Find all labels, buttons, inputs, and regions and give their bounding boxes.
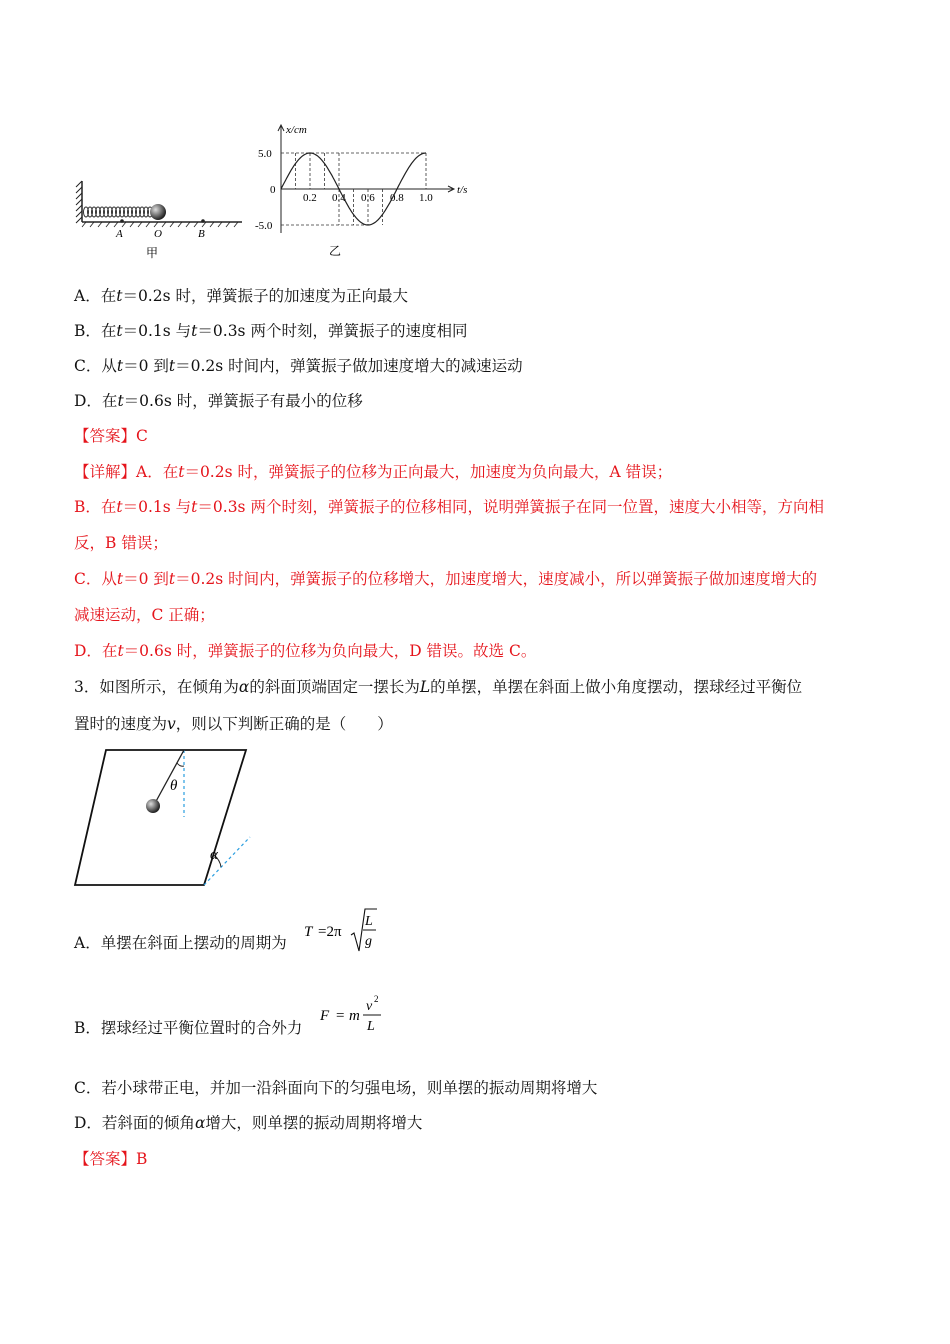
q3-stem-line-2 [74,714,393,734]
spring-oscillator-figure [70,175,250,265]
y-tick-label: -5.0 [255,220,273,232]
option-text: A．在 [74,287,117,305]
spring-coil [84,207,153,217]
var-t: t [191,498,198,516]
label-b: B [198,228,205,240]
formula-v: v [366,999,373,1014]
option-text: ＝0.6s 时，弹簧振子有最小的位移 [123,392,363,410]
pendulum-string [154,750,184,805]
var-v: v [167,715,176,733]
formula-equals-2pi: =2π [318,924,342,940]
q3-option-c: C．若小球带正电，并加一沿斜面向下的匀强电场，则单摆的振动周期将增大 [74,1079,598,1097]
option-text: ＝0.2s 时，弹簧振子的加速度为正向最大 [122,287,408,305]
detail-text: ＝0.2s 时，弹簧振子的位移为正向最大，加速度为负向最大，A 错误； [184,463,673,481]
incline-pendulum-figure [70,745,260,890]
pendulum-ball [146,799,160,813]
option-text: ＝0.3s 两个时刻，弹簧振子的速度相同 [197,322,468,340]
formula-m: m [349,1008,360,1024]
formula-t: T [304,924,313,940]
x-axis-label: t/s [457,184,468,196]
detail-text: 【详解】A．在 [74,463,179,481]
var-t: t [168,357,176,375]
option-text: ＝0.2s 时间内，弹簧振子做加速度增大的减速运动 [175,357,523,375]
alpha-label: α [210,847,218,863]
q2-detail-line-6 [74,641,536,661]
var-alpha: α [194,1114,206,1132]
q3-answer: 【答案】B [74,1150,148,1168]
option-text: D．若斜面的倾角 [74,1114,195,1132]
q2-detail-line-2 [74,497,824,517]
stem-text: 的单摆，单摆在斜面上做小角度摆动，摆球经过平衡位 [430,678,803,696]
q2-answer: 【答案】C [74,427,148,445]
var-t: t [116,357,124,375]
q2-option-a [74,286,408,306]
var-t: t [116,570,124,588]
q2-option-c [74,356,523,376]
option-text: 增大，则单摆的振动周期将增大 [205,1114,423,1132]
stem-text: 3．如图所示，在倾角为 [74,678,239,696]
var-t: t [117,392,124,410]
option-text: ＝0 到 [123,357,169,375]
q2-option-b [74,321,467,341]
stem-text: ，则以下判断正确的是（ ） [175,715,393,733]
var-t: t [116,322,123,340]
var-t: t [178,463,185,481]
option-text: ＝0.1s 与 [122,322,192,340]
var-t: t [168,570,176,588]
formula-force [317,990,387,1038]
q2-option-d [74,391,363,411]
point-b-marker [201,219,205,223]
detail-text: ＝0.3s 两个时刻，弹簧振子的位移相同，说明弹簧振子在同一位置，速度大小相等，方向相 [197,498,824,516]
formula-square: 2 [374,994,379,1004]
oscillator-ball [150,204,166,220]
graph-axes [278,125,454,233]
y-tick-label: 0 [270,184,276,196]
x-tick-label: 0.6 [361,192,375,204]
detail-text: ＝0.1s 与 [122,498,192,516]
q3-option-b: B．摆球经过平衡位置时的合外力 [74,1019,303,1037]
formula-period [301,903,381,955]
x-tick-label: 0.4 [332,192,346,204]
point-a-marker [120,219,124,223]
option-text: B．在 [74,322,117,340]
x-tick-label: 0.2 [303,192,317,204]
caption-jia: 甲 [146,246,159,260]
caption-yi: 乙 [329,244,342,258]
displacement-time-graph [255,118,480,263]
label-o: O [154,228,162,240]
y-tick-label: 5.0 [258,148,272,160]
var-l: L [419,678,431,696]
q2-detail-line-3: 反，B 错误； [74,534,168,552]
x-tick-labels [303,192,433,204]
detail-text: ＝0.2s 时间内，弹簧振子的位移增大，加速度增大，速度减小，所以弹簧振子做加速度增大的 [175,570,818,588]
q2-detail-line-4 [74,569,817,589]
stem-text: 置时的速度为 [74,715,168,733]
formula-l: L [365,914,373,929]
var-alpha: α [238,678,250,696]
option-text: C．从 [74,357,117,375]
q3-stem-line-1 [74,677,802,697]
detail-text: ＝0.6s 时，弹簧振子的位移为负向最大，D 错误。故选 C。 [123,642,537,660]
detail-text: ＝0 到 [123,570,169,588]
stem-text: 的斜面顶端固定一摆长为 [249,678,420,696]
theta-arc [177,763,184,766]
x-tick-label: 0.8 [390,192,404,204]
q3-option-a: A．单摆在斜面上摆动的周期为 [74,934,287,952]
var-t: t [116,498,123,516]
y-axis-label: x/cm [286,124,307,136]
formula-l: L [367,1019,375,1034]
detail-text: D．在 [74,642,118,660]
q2-detail-line-5: 减速运动，C 正确； [74,606,215,624]
formula-g: g [365,934,372,949]
q3-option-d [74,1113,422,1133]
formula-f: F [320,1008,330,1024]
var-t: t [117,642,124,660]
var-t: t [116,287,123,305]
detail-text: B．在 [74,498,117,516]
label-a: A [116,228,123,240]
x-tick-label: 1.0 [419,192,433,204]
var-t: t [191,322,198,340]
option-text: D．在 [74,392,118,410]
formula-equals: = [336,1008,345,1024]
detail-text: C．从 [74,570,117,588]
theta-label: θ [170,778,178,794]
q2-detail-line-1 [74,462,672,482]
